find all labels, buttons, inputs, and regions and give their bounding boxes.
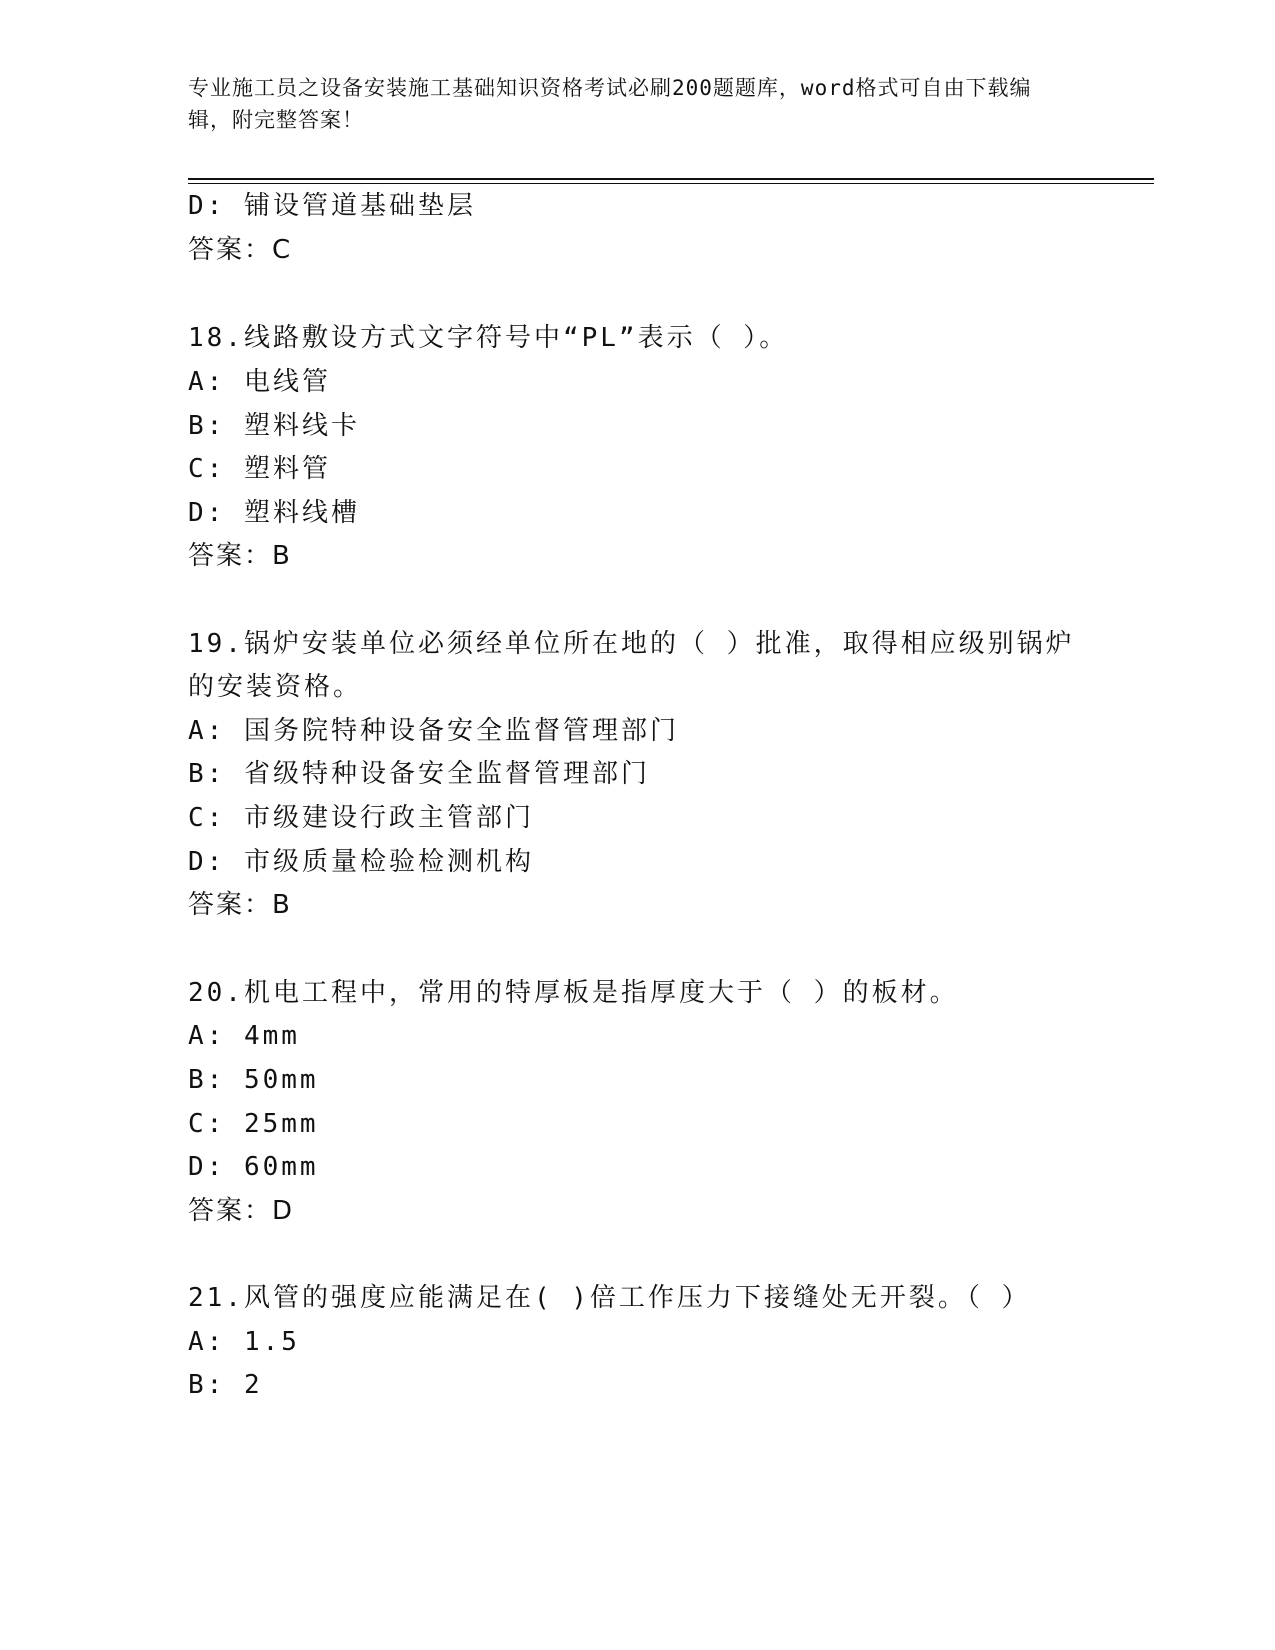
header-rule-thin — [188, 183, 1154, 184]
option-line: C: 市级建设行政主管部门 — [188, 803, 534, 833]
question-line: 20.机电工程中，常用的特厚板是指厚度大于（ ）的板材。 — [188, 978, 959, 1008]
option-line: B: 塑料线卡 — [188, 411, 360, 441]
option-line: A: 电线管 — [188, 367, 331, 397]
question-line: 的安装资格。 — [188, 672, 363, 702]
option-line: D: 塑料线槽 — [188, 498, 360, 528]
option-line: A: 国务院特种设备安全监督管理部门 — [188, 716, 679, 746]
answer-line: 答案：D — [188, 1196, 295, 1226]
option-line: D: 60mm — [188, 1152, 319, 1182]
answer-line: 答案：C — [188, 235, 293, 265]
option-line: A: 1.5 — [188, 1327, 300, 1357]
option-line: D: 市级质量检验检测机构 — [188, 847, 534, 877]
header-rule-thick — [188, 178, 1154, 180]
question-line: 21.风管的强度应能满足在( )倍工作压力下接缝处无开裂。（ ） — [188, 1283, 1031, 1313]
option-line: D: 铺设管道基础垫层 — [188, 191, 476, 221]
document-header: 专业施工员之设备安装施工基础知识资格考试必刷200题题库，word格式可自由下载编辑，附完整答案！ — [188, 76, 1032, 132]
option-line: B: 50mm — [188, 1065, 319, 1095]
option-line: A: 4mm — [188, 1021, 300, 1051]
option-line: B: 省级特种设备安全监督管理部门 — [188, 759, 650, 789]
question-line: 18.线路敷设方式文字符号中“PL”表示（ ）。 — [188, 323, 789, 353]
option-line: C: 塑料管 — [188, 454, 331, 484]
answer-line: 答案：B — [188, 541, 292, 571]
option-line: C: 25mm — [188, 1109, 319, 1139]
option-line: B: 2 — [188, 1370, 263, 1400]
answer-line: 答案：B — [188, 890, 292, 920]
question-line: 19.锅炉安装单位必须经单位所在地的（ ）批准，取得相应级别锅炉 — [188, 629, 1075, 659]
